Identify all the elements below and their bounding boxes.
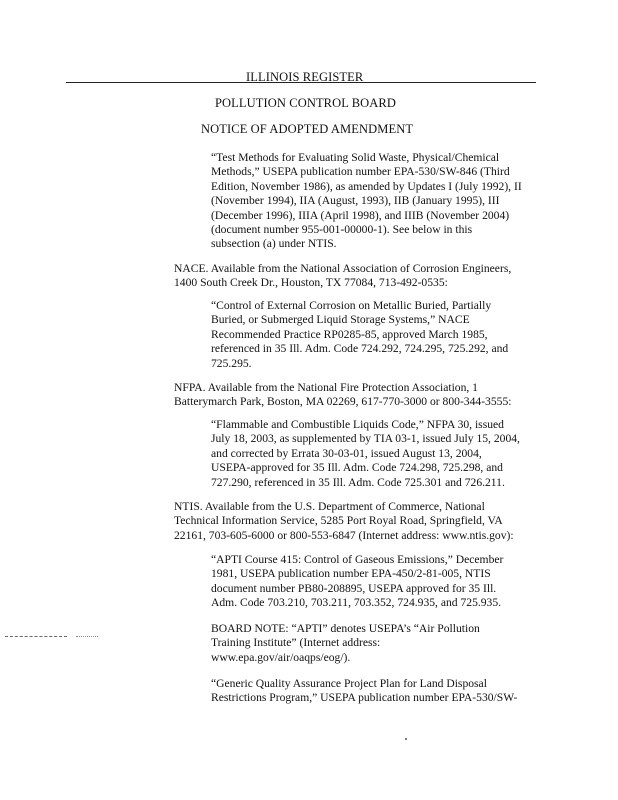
ntis-paragraph bbox=[174, 500, 514, 543]
text-line: referenced in 35 Ill. Adm. Code 724.292, 724.295, 725.292, and bbox=[211, 342, 509, 356]
text-line: USEPA-approved for 35 Ill. Adm. Code 724.298, 725.298, and bbox=[211, 461, 503, 475]
text-line: “Control of External Corrosion on Metallic Buried, Partially bbox=[211, 299, 492, 312]
apti-paragraph bbox=[211, 553, 503, 611]
text-line: 725.295. bbox=[211, 356, 252, 370]
text-line: “Test Methods for Evaluating Solid Waste, Physical/Chemical bbox=[211, 151, 500, 164]
text-line: Edition, November 1986), as amended by Updates I (July 1992), II bbox=[211, 179, 522, 193]
text-line: Buried, or Submerged Liquid Storage Systems,” NACE bbox=[211, 313, 470, 327]
text-line: BOARD NOTE: “APTI” denotes USEPA’s “Air Pollution bbox=[211, 622, 480, 635]
text-line: (document number 955-001-00000-1). See below in this bbox=[211, 223, 473, 237]
text-line: www.epa.gov/air/oaqps/eog/). bbox=[211, 650, 351, 664]
text-line: July 18, 2003, as supplemented by TIA 03-1, issued July 15, 2004, bbox=[211, 432, 520, 446]
text-line: NFPA. Available from the National Fire Protection Association, 1 bbox=[174, 381, 478, 394]
text-line: (November 1994), IIA (August, 1993), IIB (January 1995), III bbox=[211, 194, 500, 208]
board-note-paragraph bbox=[211, 622, 480, 665]
text-line: 22161, 703-605-6000 or 800-553-6847 (Internet address: www.ntis.gov): bbox=[174, 528, 514, 542]
text-line: “APTI Course 415: Control of Gaseous Emissions,” December bbox=[211, 553, 504, 566]
register-title: ILLINOIS REGISTER bbox=[246, 70, 364, 84]
text-line: 727.290, referenced in 35 Ill. Adm. Code 725.301 and 726.211. bbox=[211, 475, 505, 489]
margin-scan-mark bbox=[76, 636, 98, 637]
text-line: NACE. Available from the National Association of Corrosion Engineers, bbox=[174, 262, 512, 275]
board-title: POLLUTION CONTROL BOARD bbox=[215, 96, 396, 110]
corrosion-paragraph bbox=[211, 299, 508, 371]
text-line: “Flammable and Combustible Liquids Code,” NFPA 30, issued bbox=[211, 418, 504, 431]
text-line: NTIS. Available from the U.S. Department of Commerce, National bbox=[174, 500, 485, 513]
nace-paragraph bbox=[174, 262, 511, 291]
text-line: Restrictions Program,” USEPA publication number EPA-530/SW- bbox=[211, 691, 518, 705]
text-line: 1400 South Creek Dr., Houston, TX 77084, 713-492-0535: bbox=[174, 276, 448, 290]
text-line: subsection (a) under NTIS. bbox=[211, 237, 337, 251]
text-line: Recommended Practice RP0285-85, approved March 1985, bbox=[211, 327, 488, 341]
text-line: document number PB80-208895, USEPA approved for 35 Ill. bbox=[211, 581, 497, 595]
text-line: Technical Information Service, 5285 Port Royal Road, Springfield, VA bbox=[174, 514, 503, 528]
notice-title: NOTICE OF ADOPTED AMENDMENT bbox=[201, 122, 414, 136]
text-line: (December 1996), IIIA (April 1998), and IIIB (November 2004) bbox=[211, 208, 510, 222]
text-line: and corrected by Errata 30-03-01, issued August 13, 2004, bbox=[211, 446, 482, 460]
nfpa-paragraph bbox=[174, 381, 511, 410]
text-line: “Generic Quality Assurance Project Plan for Land Disposal bbox=[211, 677, 487, 690]
generic-qa-paragraph bbox=[211, 677, 517, 706]
scan-speck bbox=[405, 738, 407, 740]
text-line: Batterymarch Park, Boston, MA 02269, 617-770-3000 or 800-344-3555: bbox=[174, 395, 512, 409]
margin-scan-mark bbox=[5, 636, 67, 637]
header-rule bbox=[66, 82, 536, 83]
flammable-paragraph bbox=[211, 418, 520, 490]
test-methods-paragraph bbox=[211, 151, 522, 252]
text-line: Training Institute” (Internet address: bbox=[211, 636, 381, 650]
text-line: Methods,” USEPA publication number EPA-530/SW-846 (Third bbox=[211, 165, 510, 179]
text-line: 1981, USEPA publication number EPA-450/2-81-005, NTIS bbox=[211, 567, 491, 581]
text-line: Adm. Code 703.210, 703.211, 703.352, 724.935, and 725.935. bbox=[211, 596, 502, 610]
